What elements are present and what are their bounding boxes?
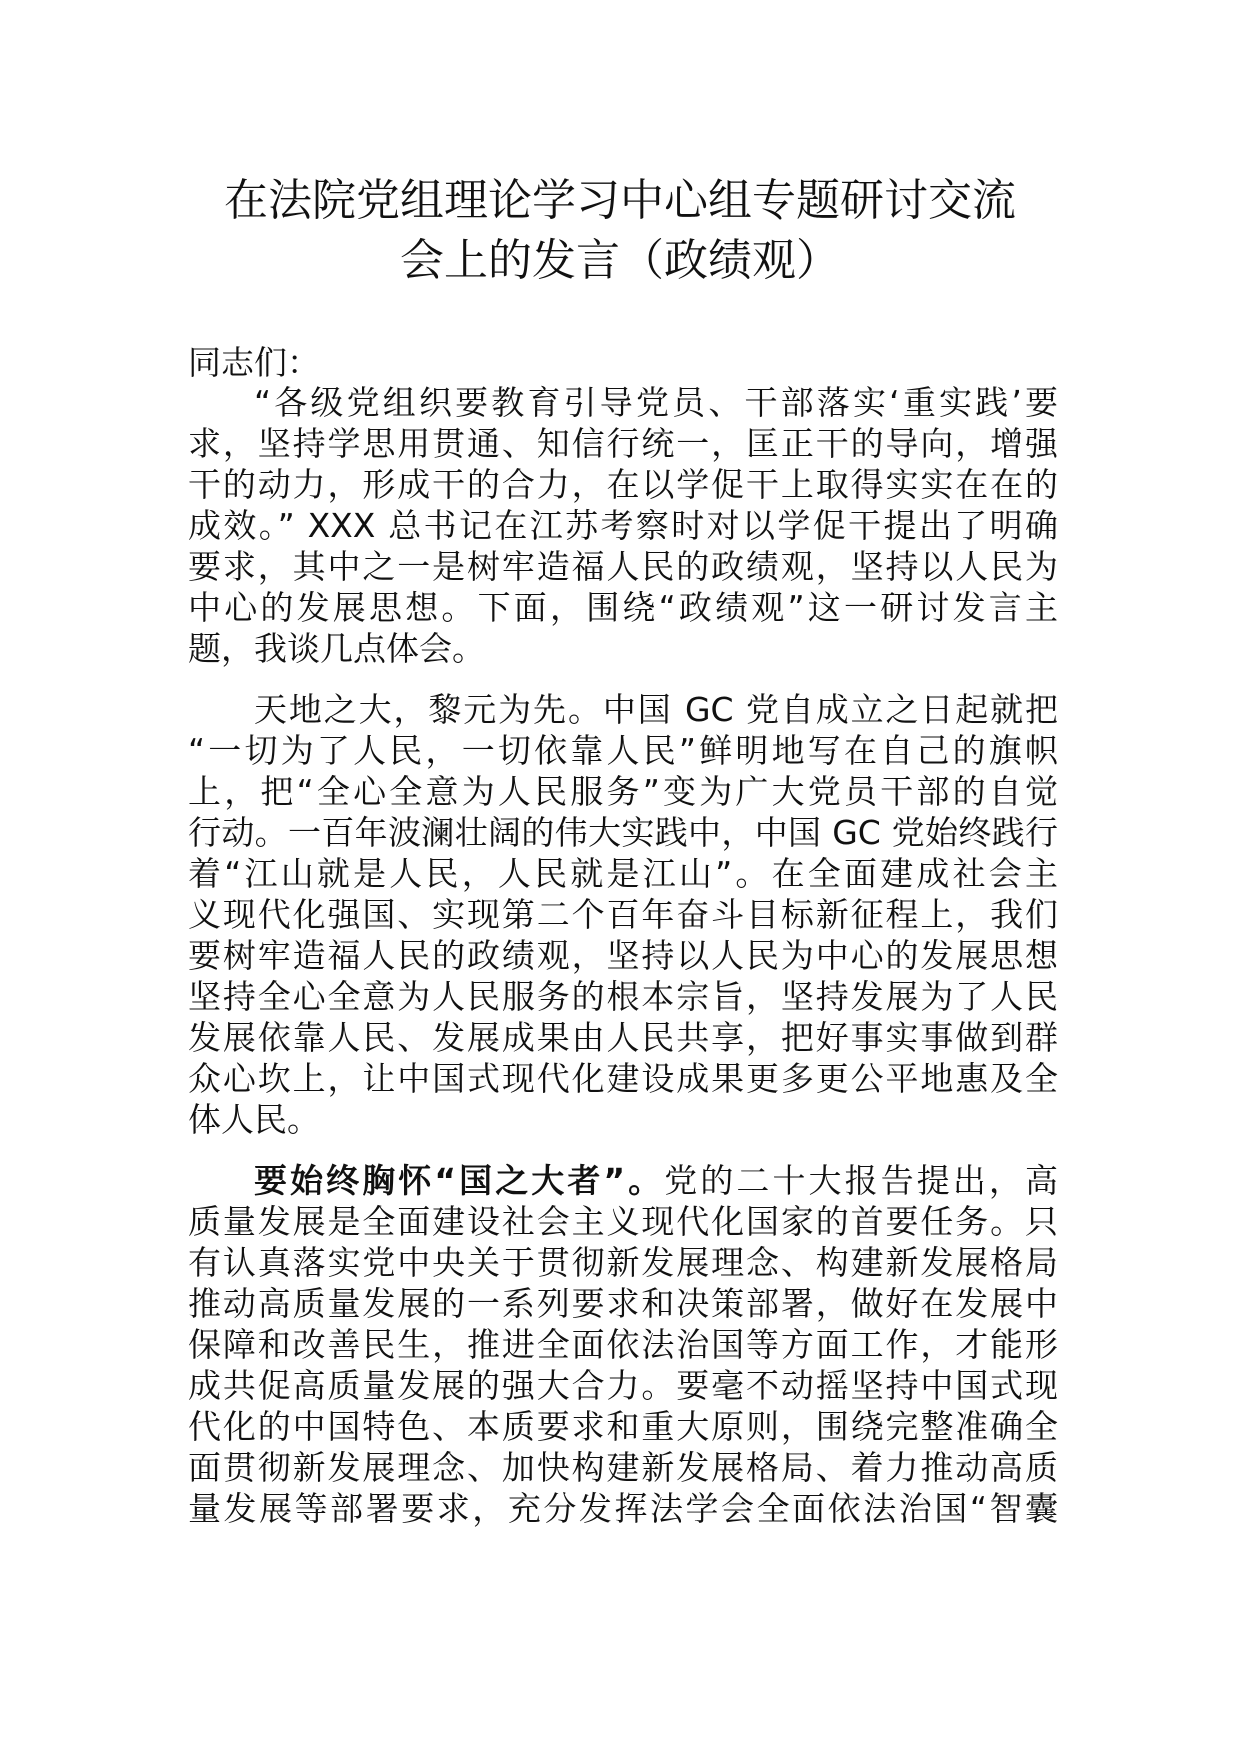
paragraph-2-line: 众心坎上，让中国式现代化建设成果更多更公平地惠及全: [188, 1059, 1058, 1098]
paragraph-3-heading: 要始终胸怀“国之大者”。: [254, 1161, 665, 1200]
paragraph-3-line: 成共促高质量发展的强大合力。要毫不动摇坚持中国式现: [188, 1366, 1058, 1405]
paragraph-2-line: 义现代化强国、实现第二个百年奋斗目标新征程上，我们: [188, 895, 1058, 934]
paragraph-2-line: 要树牢造福人民的政绩观，坚持以人民为中心的发展思想: [188, 936, 1058, 975]
paragraph-2-line: 上，把“全心全意为人民服务”变为广大党员干部的自觉: [188, 772, 1058, 811]
paragraph-3-first-line-text: 党的二十大报告提出，高: [664, 1161, 1058, 1200]
paragraph-2-line: 坚持全心全意为人民服务的根本宗旨，坚持发展为了人民: [188, 977, 1058, 1016]
paragraph-2-line: 着“江山就是人民，人民就是江山”。在全面建成社会主: [188, 854, 1058, 893]
paragraph-1-line: 干的动力，形成干的合力，在以学促干上取得实实在在的: [188, 465, 1058, 504]
paragraph-1-line: 题，我谈几点体会。: [188, 629, 485, 668]
paragraph-1-line: 成效。” XXX 总书记在江苏考察时对以学促干提出了明确: [188, 506, 1058, 545]
paragraph-2-line: 体人民。: [188, 1100, 320, 1139]
paragraph-1-line: 要求，其中之一是树牢造福人民的政绩观，坚持以人民为: [188, 547, 1058, 586]
paragraph-2-line: “一切为了人民，一切依靠人民”鲜明地写在自己的旗帜: [188, 731, 1058, 770]
paragraph-2-line: 行动。一百年波澜壮阔的伟大实践中，中国 GC 党始终践行: [188, 813, 1058, 852]
paragraph-3-line: 代化的中国特色、本质要求和重大原则，围绕完整准确全: [188, 1407, 1058, 1446]
paragraph-3-line: 推动高质量发展的一系列要求和决策部署，做好在发展中: [188, 1284, 1058, 1323]
paragraph-3-line: 面贯彻新发展理念、加快构建新发展格局、着力推动高质: [188, 1448, 1058, 1487]
paragraph-2-line: 天地之大，黎元为先。中国 GC 党自成立之日起就把: [254, 690, 1058, 729]
paragraph-3-line: 保障和改善民生，推进全面依法治国等方面工作，才能形: [188, 1325, 1058, 1364]
paragraph-3-line: 量发展等部署要求，充分发挥法学会全面依法治国“智囊: [188, 1489, 1058, 1528]
paragraph-3-line: 有认真落实党中央关于贯彻新发展理念、构建新发展格局: [188, 1243, 1058, 1282]
document-title-line-2: 会上的发言（政绩观）: [400, 235, 840, 286]
paragraph-3-line: 质量发展是全面建设社会主义现代化国家的首要任务。只: [188, 1202, 1058, 1241]
document-title-line-1: 在法院党组理论学习中心组专题研讨交流: [224, 175, 1016, 226]
paragraph-1-line: 求，坚持学思用贯通、知信行统一，匡正干的导向，增强: [188, 424, 1058, 463]
paragraph-1-line: 中心的发展思想。下面，围绕“政绩观”这一研讨发言主: [188, 588, 1058, 627]
paragraph-3-first-line: [254, 1159, 1058, 1203]
paragraph-1-line: “各级党组织要教育引导党员、干部落实‘重实践’要: [254, 383, 1058, 422]
salutation: 同志们：: [188, 343, 320, 382]
paragraph-2-line: 发展依靠人民、发展成果由人民共享，把好事实事做到群: [188, 1018, 1058, 1057]
